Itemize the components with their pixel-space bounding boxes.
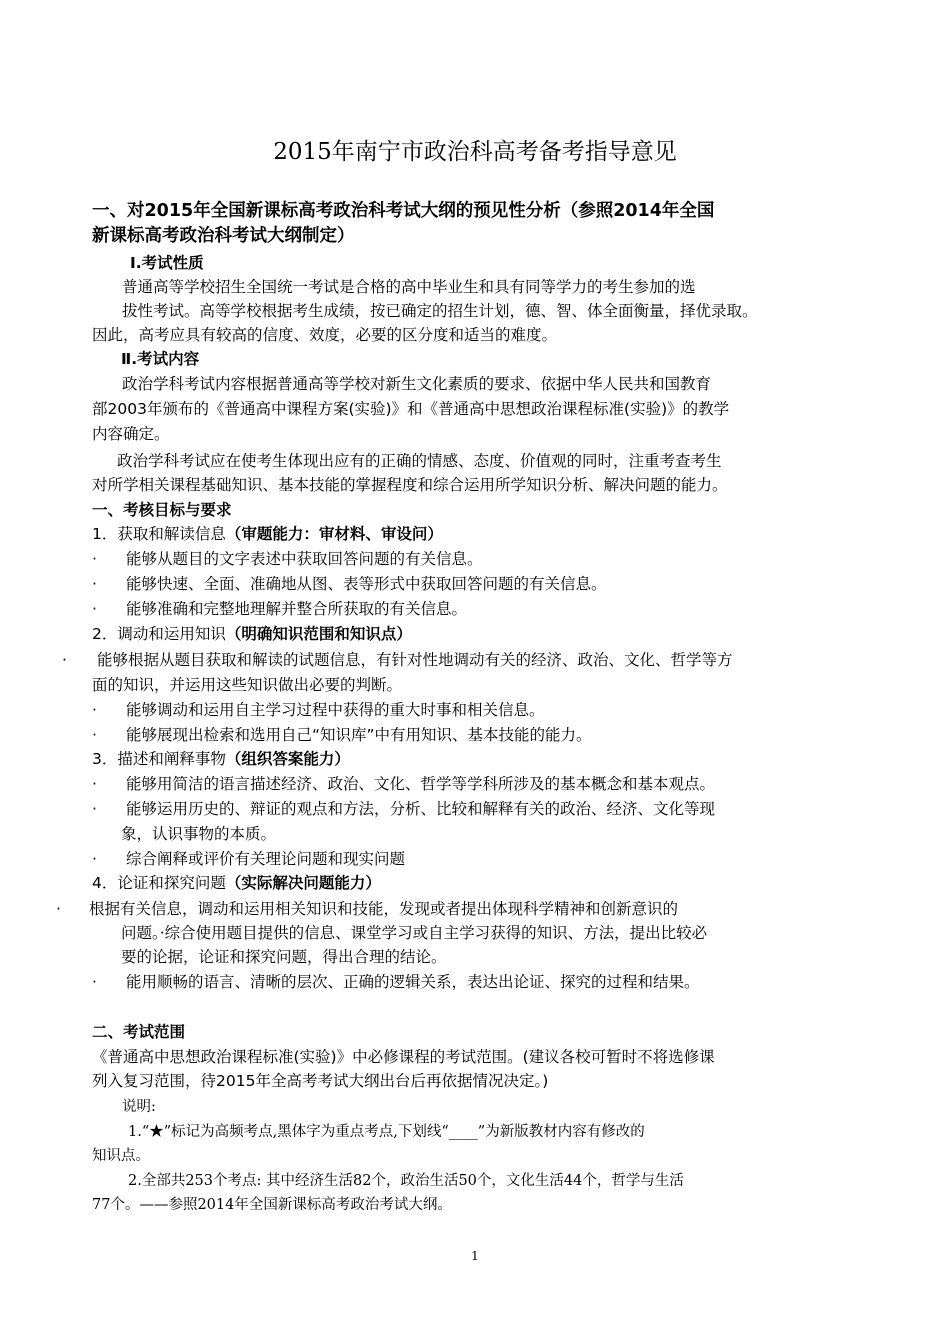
bullet: · [92,550,97,568]
paragraph-line: 列入复习范围，待2015年全高考考试大纲出台后再依据情况决定。) [92,1072,549,1090]
paragraph-line: 部2003年颁布的《普通高中课程方案(实验)》和《普通高中思想政治课程标准(实验)》的教学 [92,400,730,418]
list-item: 能够展现出检索和选用自己“知识库”中有用知识、基本技能的能力。 [126,726,592,744]
bullet: · [92,575,97,593]
bullet: · [92,775,97,793]
item-heading: 2．调动和运用知识（明确知识范围和知识点） [92,625,412,643]
note-label: 说明: [122,1099,156,1115]
page-title: 2015年南宁市政治科高考备考指导意见 [273,139,677,165]
list-item: 能够用简洁的语言描述经济、政治、文化、哲学等学科所涉及的基本概念和基本观点。 [126,775,716,793]
list-item: 能够运用历史的、辩证的观点和方法，分析、比较和解释有关的政治、经济、文化等现 [126,800,716,818]
paragraph-line: 拔性考试。高等学校根据考生成绩，按已确定的招生计划，德、智、体全面衡量，择优录取。 [122,302,758,320]
item-heading: 3．描述和阐释事物（组织答案能力） [92,750,350,768]
bullet: · [92,973,97,991]
subheading-exam-scope: 二、考试范围 [92,1023,186,1041]
bullet: · [92,800,97,818]
list-item: 根据有关信息，调动和运用相关知识和技能，发现或者提出体现科学精神和创新意识的 [89,900,679,918]
item-heading: 1．获取和解读信息（审题能力：审材料、审设问） [92,525,443,543]
list-item: 能够从题目的文字表述中获取回答问题的有关信息。 [126,550,483,568]
list-item-cont: 象，认识事物的本质。 [121,825,277,843]
bullet: · [92,850,97,868]
list-item: 能够准确和完整地理解并整合所获取的有关信息。 [126,600,468,618]
item-heading: 4．论证和探究问题（实际解决问题能力） [92,874,381,892]
paragraph-line: 《普通高中思想政治课程标准(实验)》中必修课程的考试范围。(建议各校可暂时不将选修课 [92,1048,715,1066]
list-item: 能用顺畅的语言、清晰的层次、正确的逻辑关系，表达出论证、探究的过程和结果。 [126,973,700,991]
list-item: 能够调动和运用自主学习过程中获得的重大时事和相关信息。 [126,701,545,719]
subheading-exam-nature: Ⅰ.考试性质 [130,254,204,272]
paragraph-line: 对所学相关课程基础知识、基本技能的掌握程度和综合运用所学知识分析、解决问题的能力。 [92,476,728,494]
bullet: · [92,600,97,618]
note-line: 知识点。 [92,1148,150,1164]
list-item: 综合阐释或评价有关理论问题和现实问题 [126,850,406,868]
paragraph-line: 政治学科考试应在使考生体现出应有的正确的情感、态度、价值观的同时，注重考查考生 [117,452,722,470]
page-number: 1 [471,1249,479,1263]
note-line: 77个。——参照2014年全国新课标高考政治考试大纲。 [92,1197,452,1213]
paragraph-line: 政治学科考试内容根据普通高等学校对新生文化素质的要求、依据中华人民共和国教育 [122,375,712,393]
list-item-cont: 问题。·综合使用题目提供的信息、课堂学习或自主学习获得的知识、方法，提出比较必 [121,924,708,942]
list-item: 能够根据从题目获取和解读的试题信息，有针对性地调动有关的经济、政治、文化、哲学等方 [97,651,733,669]
section-heading-cont: 新课标高考政治科考试大纲制定） [92,226,355,246]
list-item-cont: 面的知识，并运用这些知识做出必要的判断。 [92,676,403,694]
bullet: · [92,726,97,744]
paragraph-line: 普通高等学校招生全国统一考试是合格的高中毕业生和具有同等学力的考生参加的选 [122,278,696,296]
bullet: · [56,900,61,918]
section-heading: 一、对2015年全国新课标高考政治科考试大纲的预见性分析（参照2014年全国 [92,201,715,221]
paragraph-line: 因此，高考应具有较高的信度、效度，必要的区分度和适当的难度。 [92,326,558,344]
subheading-assessment-goals: 一、考核目标与要求 [92,501,232,519]
list-item-cont: 要的论据，论证和探究问题，得出合理的结论。 [121,948,447,966]
note-line: 1.“★”标记为高频考点,黑体字为重点考点,下划线“____”为新版教材内容有修改的 [128,1124,645,1140]
note-line: 2.全部共253个考点: 其中经济生活82个，政治生活50个，文化生活44个，哲学与生活 [128,1173,684,1189]
bullet: · [92,701,97,719]
bullet: · [62,651,67,669]
list-item: 能够快速、全面、准确地从图、表等形式中获取回答问题的有关信息。 [126,575,607,593]
subheading-exam-content: Ⅱ.考试内容 [121,350,200,368]
paragraph-line: 内容确定。 [92,425,170,443]
